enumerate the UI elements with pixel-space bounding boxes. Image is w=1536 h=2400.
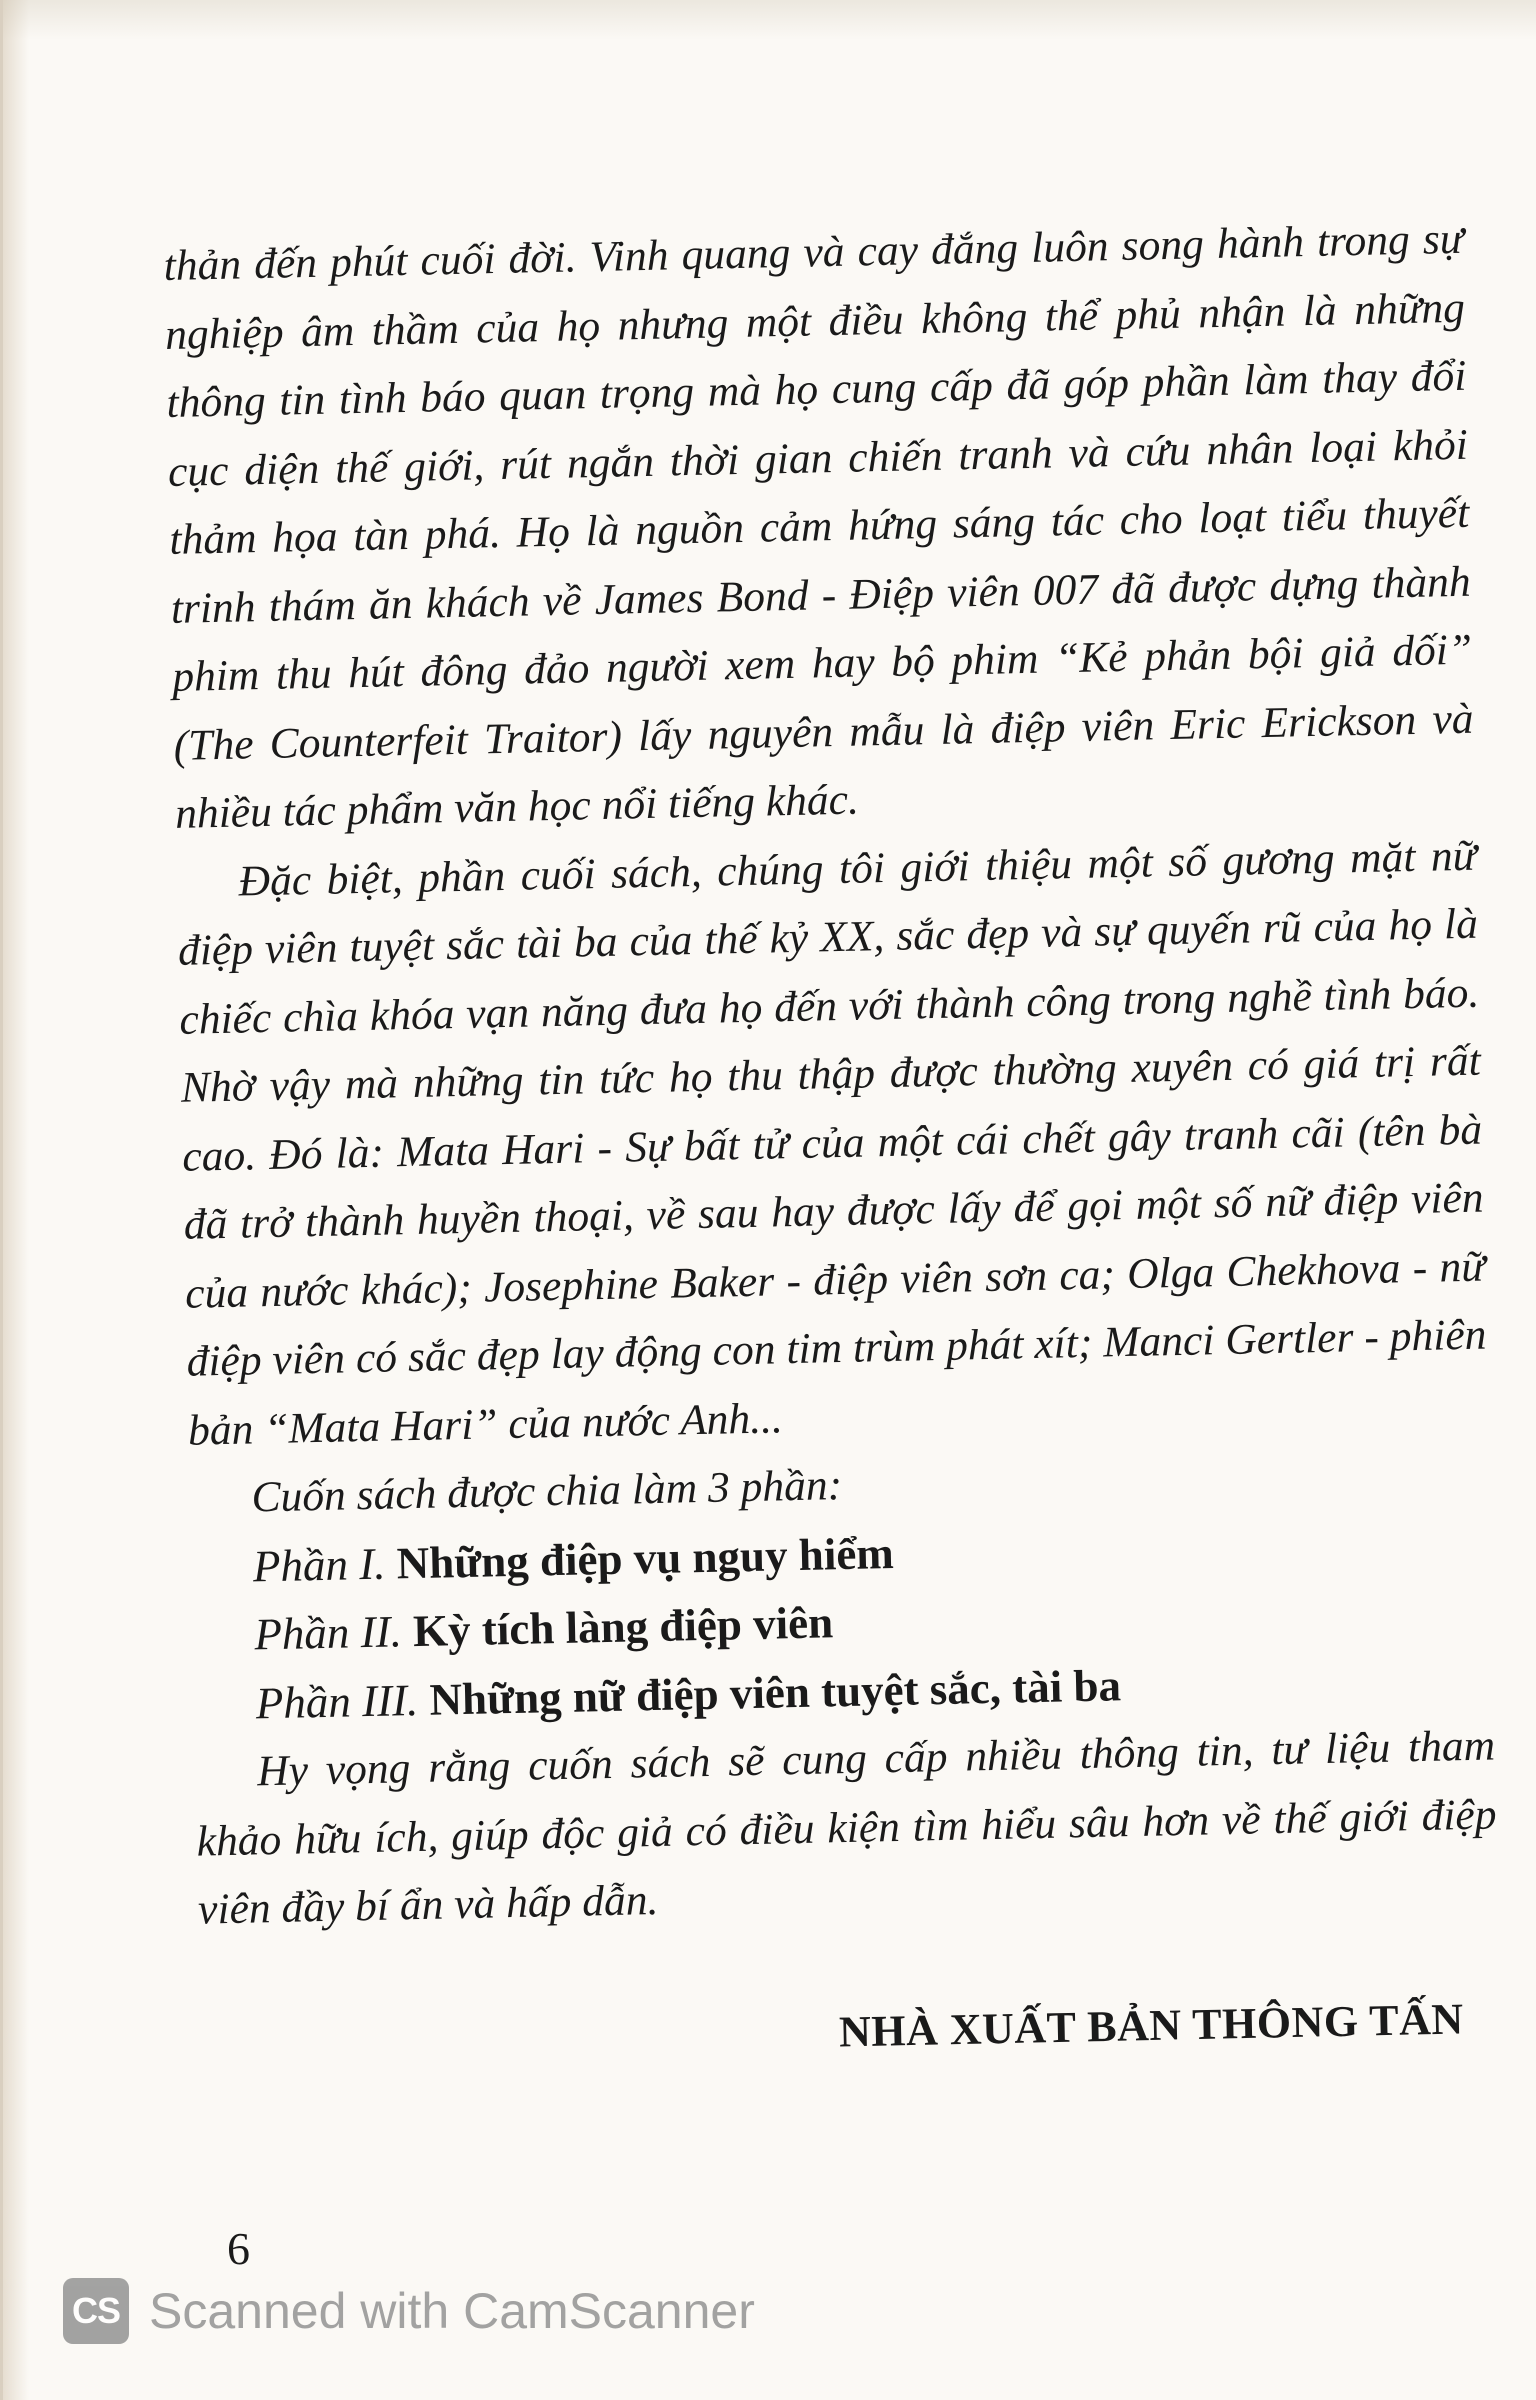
watermark-text: Scanned with CamScanner xyxy=(149,2283,755,2339)
paragraph-1: thản đến phút cuối đời. Vinh quang và cay đắng luôn song hành trong sự nghiệp âm thầm của họ nhưng một điều không thể phủ nhận là những thông tin tình báo quan trọng mà họ cung cấp đã góp phần làm thay đổi cục diện thế giới, rút ngắn thời gian chiến tranh và cứu nhân loại khỏi thảm họa tàn phá. Họ là nguồn cảm hứng sáng tác cho loạt tiểu thuyết trinh thám ăn khách về James Bond - Điệp viên 007 đã được dựng thành phim thu hút đông đảo người xem hay bộ phim “Kẻ phản bội giả dối” (The Counterfeit Traitor) lấy nguyên mẫu là điệp viên Eric Erickson và nhiều tác phẩm văn học nổi tiếng khác. xyxy=(163,214,1474,838)
part-2-title: Kỳ tích làng điệp viên xyxy=(412,1597,834,1657)
part-3-title: Những nữ điệp viên tuyệt sắc, tài ba xyxy=(428,1659,1122,1725)
paragraph-3: Cuốn sách được chia làm 3 phần: xyxy=(251,1461,843,1522)
page-top-shadow xyxy=(3,0,1536,40)
body-text xyxy=(163,205,1499,1944)
part-1-label: Phần I. xyxy=(252,1538,386,1591)
camscanner-watermark xyxy=(63,2278,755,2344)
part-2-label: Phần II. xyxy=(253,1606,403,1660)
publisher-signature: NHÀ XUẤT BẢN THÔNG TẤN xyxy=(838,1994,1465,2057)
paragraph-2: Đặc biệt, phần cuối sách, chúng tôi giới thiệu một số gương mặt nữ điệp viên tuyệt sắc tài ba của thế kỷ XX, sắc đẹp và sự quyến rũ của họ là chiếc chìa khóa vạn năng đưa họ đến với thành công trong nghề tình báo. Nhờ vậy mà những tin tức họ thu thập được thường xuyên có giá trị rất cao. Đó là: Mata Hari - Sự bất tử của một cái chết gây tranh cãi (tên bà đã trở thành huyền thoại, về sau hay được lấy để gọi một số nữ điệp viên của nước khác); Josephine Baker - điệp viên sơn ca; Olga Chekhova - nữ điệp viên có sắc đẹp lay động con tim trùm phát xít; Manci Gertler - phiên bản “Mata Hari” của nước Anh... xyxy=(177,831,1487,1455)
page-number: 6 xyxy=(227,2223,250,2274)
part-3-label: Phần III. xyxy=(255,1674,419,1728)
paragraph-4: Hy vọng rằng cuốn sách sẽ cung cấp nhiều thông tin, tư liệu tham khảo hữu ích, giúp độc giả có điều kiện tìm hiểu sâu hơn về thế giới điệp viên đầy bí ẩn và hấp dẫn. xyxy=(196,1721,1497,1934)
page-edge-shadow xyxy=(3,0,29,2400)
camscanner-logo-icon: CS xyxy=(63,2278,129,2344)
part-1-title: Những điệp vụ nguy hiểm xyxy=(396,1527,895,1588)
